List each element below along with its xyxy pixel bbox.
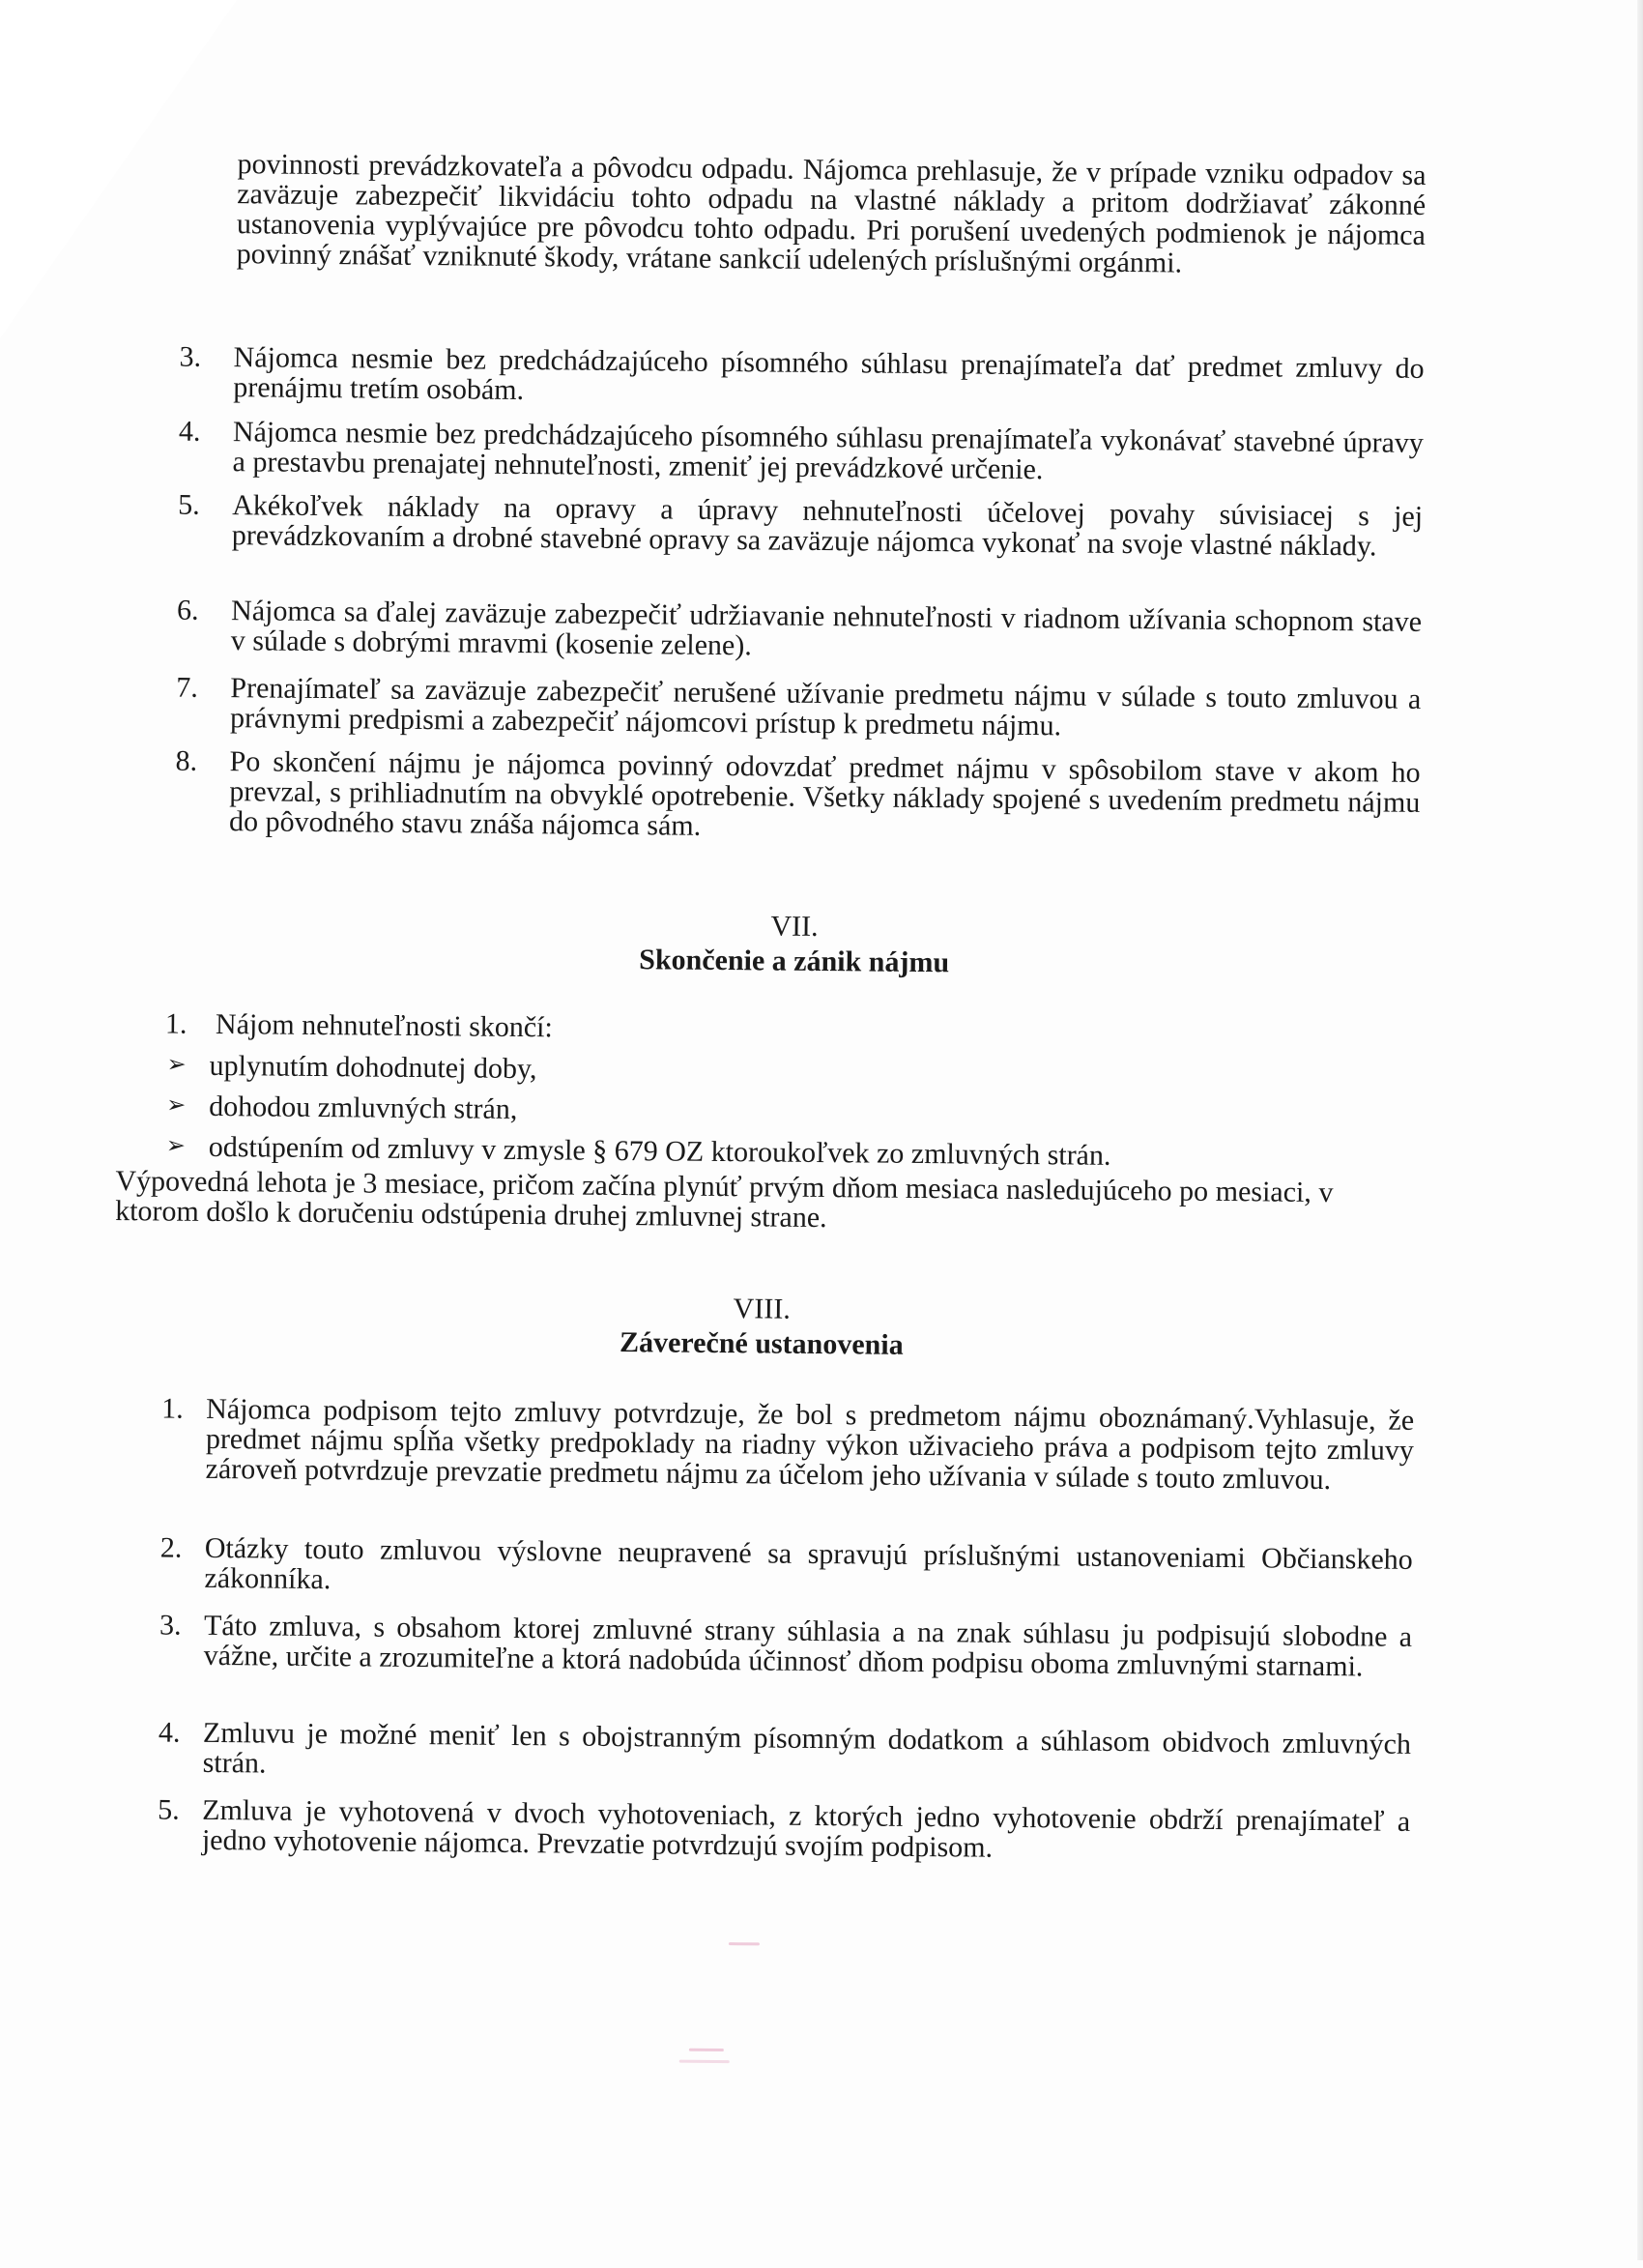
list-number: 5. bbox=[158, 1793, 180, 1826]
list-number: 8. bbox=[175, 744, 198, 777]
list-number: 2. bbox=[159, 1531, 183, 1564]
list-item bbox=[160, 1393, 1414, 1525]
list-item bbox=[176, 673, 1424, 744]
list-text: Prenajímateľ sa zaväzuje zabezpečiť nerušené užívanie predmetu nájmu v súlade s touto zmluvou a právnymi predpismi a zabezpečiť nájomcovi prístup k predmetu nájmu. bbox=[229, 672, 1422, 742]
list-item bbox=[159, 1610, 1412, 1711]
section-title: Skončenie a zánik nájmu bbox=[639, 944, 950, 979]
list-text: Nájomca nesmie bez predchádzajúceho písomného súhlasu prenajímateľa dať predmet zmluvy do prenájmu tretím osobám. bbox=[233, 341, 1425, 407]
list-text: Táto zmluva, s obsahom ktorej zmluvné strany súhlasia a na znak súhlasu ju podpisujú slobodne a vážne, určite a zrozumiteľne a ktorá nadobúda účinnosť dňom podpisu oboma zmluvnými starnami. bbox=[203, 1609, 1413, 1683]
list-text: Zmluva je vyhotovená v dvoch vyhotoveniach, z ktorých jedno vyhotovenie obdrží prenajímateľ a jedno vyhotovenie nájomca. Prevzatie potvrdzujú svojím podpisom. bbox=[201, 1793, 1411, 1864]
arrow-bullet-icon: ➢ bbox=[166, 1092, 187, 1119]
list-text: Po skončení nájmu je nájomca povinný odovzdať predmet nájmu v spôsobilom stave v akom ho prevzal, s prihliadnutím na obvyklé opotrebenie. Všetky náklady spojené s uvedením predmetu nájmu do pôvodného stavu znáša nájomca sám. bbox=[228, 745, 1421, 842]
list-item bbox=[165, 1008, 1035, 1048]
list-number: 3. bbox=[179, 340, 202, 373]
bullet-text: dohodou zmluvných strán, bbox=[209, 1090, 518, 1125]
list-item bbox=[179, 342, 1427, 414]
arrow-bullet-icon: ➢ bbox=[166, 1052, 187, 1078]
ink-mark bbox=[679, 2060, 730, 2063]
list-text: Nájomca podpisom tejto zmluvy potvrdzuje, že bol s predmetom nájmu oboznámaný.Vyhlasuje, že predmet nájmu spĺňa všetky predpoklady na riadny výkon uživacieho práva a podpisom tejto zmluvy zároveň potvrdzuje prevzatie predmetu nájmu za účelom jeho užívania v súlade s touto zmluvou. bbox=[205, 1392, 1415, 1497]
list-item bbox=[177, 490, 1425, 592]
list-text: Akékoľvek náklady na opravy a úpravy nehnuteľnosti účelovej povahy súvisiacej s jej prevádzkovaním a drobné stavebné opravy sa zaväzuje nájomca vykonať na svoje vlastné náklady. bbox=[231, 489, 1424, 563]
list-item bbox=[159, 1532, 1413, 1604]
section-title: Záverečné ustanovenia bbox=[619, 1326, 904, 1361]
section-number: VII. bbox=[770, 910, 819, 943]
bullet-text: odstúpením od zmluvy v zmysle § 679 OZ ktoroukoľvek zo zmluvných strán. bbox=[208, 1130, 1111, 1172]
list-number: 3. bbox=[159, 1609, 182, 1642]
list-item bbox=[175, 746, 1423, 848]
bullet-text: uplynutím dohodnutej doby, bbox=[209, 1049, 537, 1086]
section-number: VIII. bbox=[733, 1293, 791, 1325]
list-item bbox=[159, 1717, 1412, 1788]
list-number: 7. bbox=[176, 671, 199, 704]
list-item bbox=[158, 1794, 1411, 1866]
list-item bbox=[177, 596, 1425, 667]
list-number: 1. bbox=[161, 1392, 184, 1425]
list-number: 6. bbox=[176, 594, 199, 626]
folded-corner bbox=[0, 0, 237, 338]
arrow-bullet-icon: ➢ bbox=[165, 1133, 187, 1159]
list-text: Zmluvu je možné meniť len s obojstranným písomným dodatkom a súhlasom obidvoch zmluvných strán. bbox=[202, 1716, 1412, 1780]
intro-paragraph: povinnosti prevádzkovateľa a pôvodcu odpadu. Nájomca prehlasuje, že v prípade vzniku odpadov sa zaväzuje zabezpečiť likvidáciu tohto odpadu na vlastné náklady a pritom dodržiavať zákonné ustanovenia vyplývajúce pre pôvodcu tohto odpadu. Pri porušení uvedených podmienok je nájomca povinný znášať vzniknuté škody, vrátane sankcií udelených príslušnými orgánmi. bbox=[236, 148, 1427, 279]
list-text: Nájomca nesmie bez predchádzajúceho písomného súhlasu prenajímateľa vykonávať stavebné úpravy a prestavbu prenajatej nehnuteľnosti, zmeniť jej prevádzkové určenie. bbox=[232, 416, 1425, 486]
list-text: Otázky touto zmluvou výslovne neupravené sa spravujú príslušnými ustanoveniami Občianskeho zákonníka. bbox=[204, 1531, 1413, 1596]
list-text: Nájom nehnuteľnosti skončí: bbox=[215, 1007, 553, 1044]
ink-mark bbox=[689, 2049, 724, 2051]
notice-paragraph: Výpovedná lehota je 3 mesiace, pričom začína plynúť prvým dňom mesiaca nasledujúceho po mesiaci, v ktorom došlo k doručeniu odstúpenia druhej zmluvnej strane. bbox=[115, 1164, 1334, 1235]
list-text: Nájomca sa ďalej zaväzuje zabezpečiť udržiavanie nehnuteľnosti v riadnom užívania schopnom stave v súlade s dobrými mravmi (kosenie zelene). bbox=[230, 595, 1423, 662]
list-item bbox=[178, 417, 1426, 488]
list-number: 4. bbox=[158, 1716, 181, 1749]
list-number: 4. bbox=[178, 415, 201, 448]
bullet-item bbox=[166, 1050, 1326, 1092]
bullet-item bbox=[166, 1090, 1326, 1133]
list-number: 5. bbox=[178, 488, 200, 521]
ink-mark bbox=[729, 1942, 760, 1945]
list-number: 1. bbox=[164, 1007, 187, 1040]
